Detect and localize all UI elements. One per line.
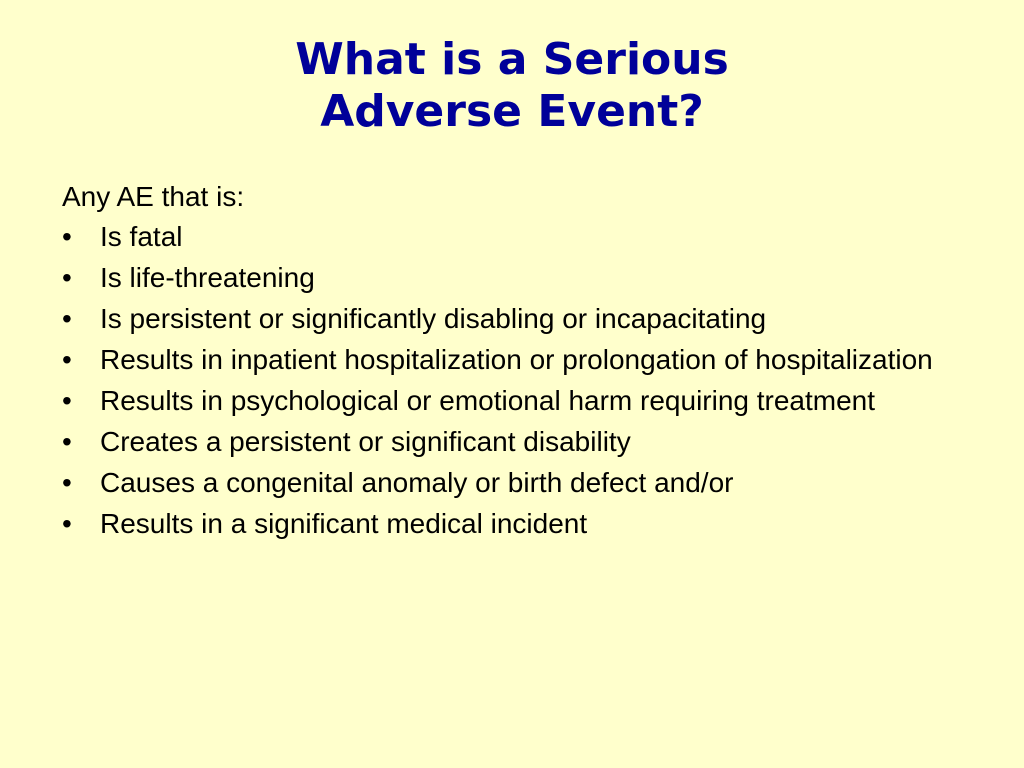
bullet-item [62, 303, 962, 335]
slide-title-line-1: What is a Serious [295, 34, 729, 85]
bullet-text: Causes a congenital anomaly or birth defect and/or [100, 467, 734, 498]
bullet-icon: • [62, 262, 72, 293]
bullet-icon: • [62, 303, 72, 334]
intro-text: Any AE that is: [62, 181, 245, 212]
bullet-item [62, 385, 962, 417]
bullet-item [62, 426, 962, 458]
slide-body [62, 181, 962, 549]
bullet-icon: • [62, 508, 72, 539]
slide-title [0, 34, 1024, 138]
bullet-text: Results in psychological or emotional harm requiring treatment [100, 385, 876, 416]
bullet-text: Is persistent or significantly disabling or incapacitating [100, 303, 767, 334]
bullet-item [62, 467, 962, 499]
bullet-icon: • [62, 467, 72, 498]
bullet-item [62, 221, 962, 253]
bullet-text: Is fatal [100, 221, 183, 252]
bullet-text: Results in a significant medical incident [100, 508, 588, 539]
bullet-icon: • [62, 344, 72, 375]
bullet-text: Creates a persistent or significant disability [100, 426, 631, 457]
bullet-item [62, 262, 962, 294]
bullet-text: Is life-threatening [100, 262, 315, 293]
bullet-list [62, 221, 962, 540]
bullet-icon: • [62, 385, 72, 416]
bullet-item [62, 508, 962, 540]
bullet-icon: • [62, 221, 72, 252]
slide-title-line-2: Adverse Event? [320, 86, 704, 137]
bullet-item [62, 344, 962, 376]
bullet-icon: • [62, 426, 72, 457]
bullet-text: Results in inpatient hospitalization or prolongation of hospitalization [100, 344, 933, 375]
